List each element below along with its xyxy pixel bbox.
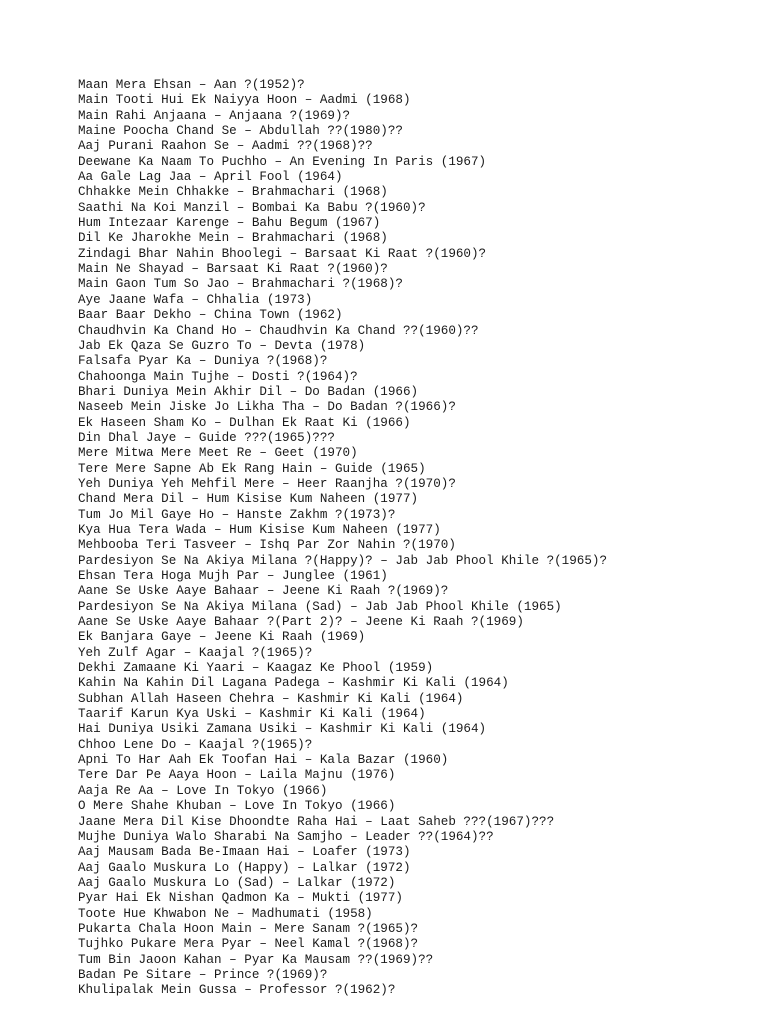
song-list xyxy=(78,78,758,999)
song-line: Aa Gale Lag Jaa – April Fool (1964) xyxy=(78,170,343,185)
song-line: Naseeb Mein Jiske Jo Likha Tha – Do Badan ?(1966)? xyxy=(78,400,456,415)
song-line: Toote Hue Khwabon Ne – Madhumati (1958) xyxy=(78,906,373,921)
song-line: Kya Hua Tera Wada – Hum Kisise Kum Naheen (1977) xyxy=(78,522,441,537)
song-line: Baar Baar Dekho – China Town (1962) xyxy=(78,308,343,323)
song-line: Aye Jaane Wafa – Chhalia (1973) xyxy=(78,292,313,307)
song-line: O Mere Shahe Khuban – Love In Tokyo (1966) xyxy=(78,799,396,814)
song-line: Aane Se Uske Aaye Bahaar – Jeene Ki Raah ?(1969)? xyxy=(78,584,449,599)
song-line: Pukarta Chala Hoon Main – Mere Sanam ?(1965)? xyxy=(78,921,419,936)
song-line: Hai Duniya Usiki Zamana Usiki – Kashmir Ki Kali (1964) xyxy=(78,722,487,737)
song-line: Taarif Karun Kya Uski – Kashmir Ki Kali (1964) xyxy=(78,707,426,722)
song-line: Main Tooti Hui Ek Naiyya Hoon – Aadmi (1968) xyxy=(78,93,411,108)
song-line: Tujhko Pukare Mera Pyar – Neel Kamal ?(1968)? xyxy=(78,937,419,952)
song-line: Main Gaon Tum So Jao – Brahmachari ?(1968)? xyxy=(78,277,403,292)
song-line: Subhan Allah Haseen Chehra – Kashmir Ki Kali (1964) xyxy=(78,691,464,706)
song-line: Zindagi Bhar Nahin Bhoolegi – Barsaat Ki Raat ?(1960)? xyxy=(78,246,487,261)
song-line: Mere Mitwa Mere Meet Re – Geet (1970) xyxy=(78,446,358,461)
song-line: Tum Jo Mil Gaye Ho – Hanste Zakhm ?(1973)? xyxy=(78,507,396,522)
song-line: Saathi Na Koi Manzil – Bombai Ka Babu ?(1960)? xyxy=(78,200,426,215)
song-line: Chaudhvin Ka Chand Ho – Chaudhvin Ka Chand ??(1960)?? xyxy=(78,323,479,338)
song-line: Main Rahi Anjaana – Anjaana ?(1969)? xyxy=(78,108,351,123)
song-line: Hum Intezaar Karenge – Bahu Begum (1967) xyxy=(78,216,381,231)
song-line: Aaja Re Aa – Love In Tokyo (1966) xyxy=(78,783,328,798)
song-line: Khulipalak Mein Gussa – Professor ?(1962)? xyxy=(78,983,396,998)
song-line: Ek Haseen Sham Ko – Dulhan Ek Raat Ki (1966) xyxy=(78,415,411,430)
song-line: Pyar Hai Ek Nishan Qadmon Ka – Mukti (1977) xyxy=(78,891,403,906)
song-line: Pardesiyon Se Na Akiya Milana ?(Happy)? – Jab Jab Phool Khile ?(1965)? xyxy=(78,553,608,568)
song-line: Yeh Duniya Yeh Mehfil Mere – Heer Raanjha ?(1970)? xyxy=(78,476,456,491)
song-line: Aaj Gaalo Muskura Lo (Happy) – Lalkar (1972) xyxy=(78,860,411,875)
song-line: Mehbooba Teri Tasveer – Ishq Par Zor Nahin ?(1970) xyxy=(78,538,456,553)
song-line: Badan Pe Sitare – Prince ?(1969)? xyxy=(78,967,328,982)
song-line: Tere Dar Pe Aaya Hoon – Laila Majnu (1976) xyxy=(78,768,396,783)
song-line: Mujhe Duniya Walo Sharabi Na Samjho – Leader ??(1964)?? xyxy=(78,829,494,844)
song-line: Tere Mere Sapne Ab Ek Rang Hain – Guide (1965) xyxy=(78,461,426,476)
song-line: Maan Mera Ehsan – Aan ?(1952)? xyxy=(78,78,305,92)
song-line: Din Dhal Jaye – Guide ???(1965)??? xyxy=(78,430,335,445)
song-line: Aane Se Uske Aaye Bahaar ?(Part 2)? – Jeene Ki Raah ?(1969) xyxy=(78,615,524,630)
song-line: Falsafa Pyar Ka – Duniya ?(1968)? xyxy=(78,354,328,369)
song-line: Pardesiyon Se Na Akiya Milana (Sad) – Jab Jab Phool Khile (1965) xyxy=(78,599,562,614)
song-line: Chand Mera Dil – Hum Kisise Kum Naheen (1977) xyxy=(78,492,419,507)
song-line: Jaane Mera Dil Kise Dhoondte Raha Hai – Laat Saheb ???(1967)??? xyxy=(78,814,555,829)
song-line: Jab Ek Qaza Se Guzro To – Devta (1978) xyxy=(78,338,366,353)
song-line: Yeh Zulf Agar – Kaajal ?(1965)? xyxy=(78,645,313,660)
song-line: Bhari Duniya Mein Akhir Dil – Do Badan (1966) xyxy=(78,384,419,399)
song-line: Tum Bin Jaoon Kahan – Pyar Ka Mausam ??(1969)?? xyxy=(78,952,434,967)
song-line: Kahin Na Kahin Dil Lagana Padega – Kashmir Ki Kali (1964) xyxy=(78,676,509,691)
song-line: Aaj Gaalo Muskura Lo (Sad) – Lalkar (1972) xyxy=(78,875,396,890)
song-line: Chhakke Mein Chhakke – Brahmachari (1968) xyxy=(78,185,388,200)
song-line: Apni To Har Aah Ek Toofan Hai – Kala Bazar (1960) xyxy=(78,753,449,768)
song-line: Deewane Ka Naam To Puchho – An Evening In Paris (1967) xyxy=(78,154,487,169)
song-line: Dil Ke Jharokhe Mein – Brahmachari (1968) xyxy=(78,231,388,246)
song-line: Dekhi Zamaane Ki Yaari – Kaagaz Ke Phool (1959) xyxy=(78,661,434,676)
song-line: Main Ne Shayad – Barsaat Ki Raat ?(1960)? xyxy=(78,262,388,277)
song-line: Aaj Mausam Bada Be-Imaan Hai – Loafer (1973) xyxy=(78,845,411,860)
song-line: Aaj Purani Raahon Se – Aadmi ??(1968)?? xyxy=(78,139,373,154)
song-line: Ehsan Tera Hoga Mujh Par – Junglee (1961) xyxy=(78,569,388,583)
song-line: Ek Banjara Gaye – Jeene Ki Raah (1969) xyxy=(78,630,366,645)
song-line: Chhoo Lene Do – Kaajal ?(1965)? xyxy=(78,737,313,752)
song-line: Maine Poocha Chand Se – Abdullah ??(1980)?? xyxy=(78,124,403,139)
song-line: Chahoonga Main Tujhe – Dosti ?(1964)? xyxy=(78,369,358,384)
